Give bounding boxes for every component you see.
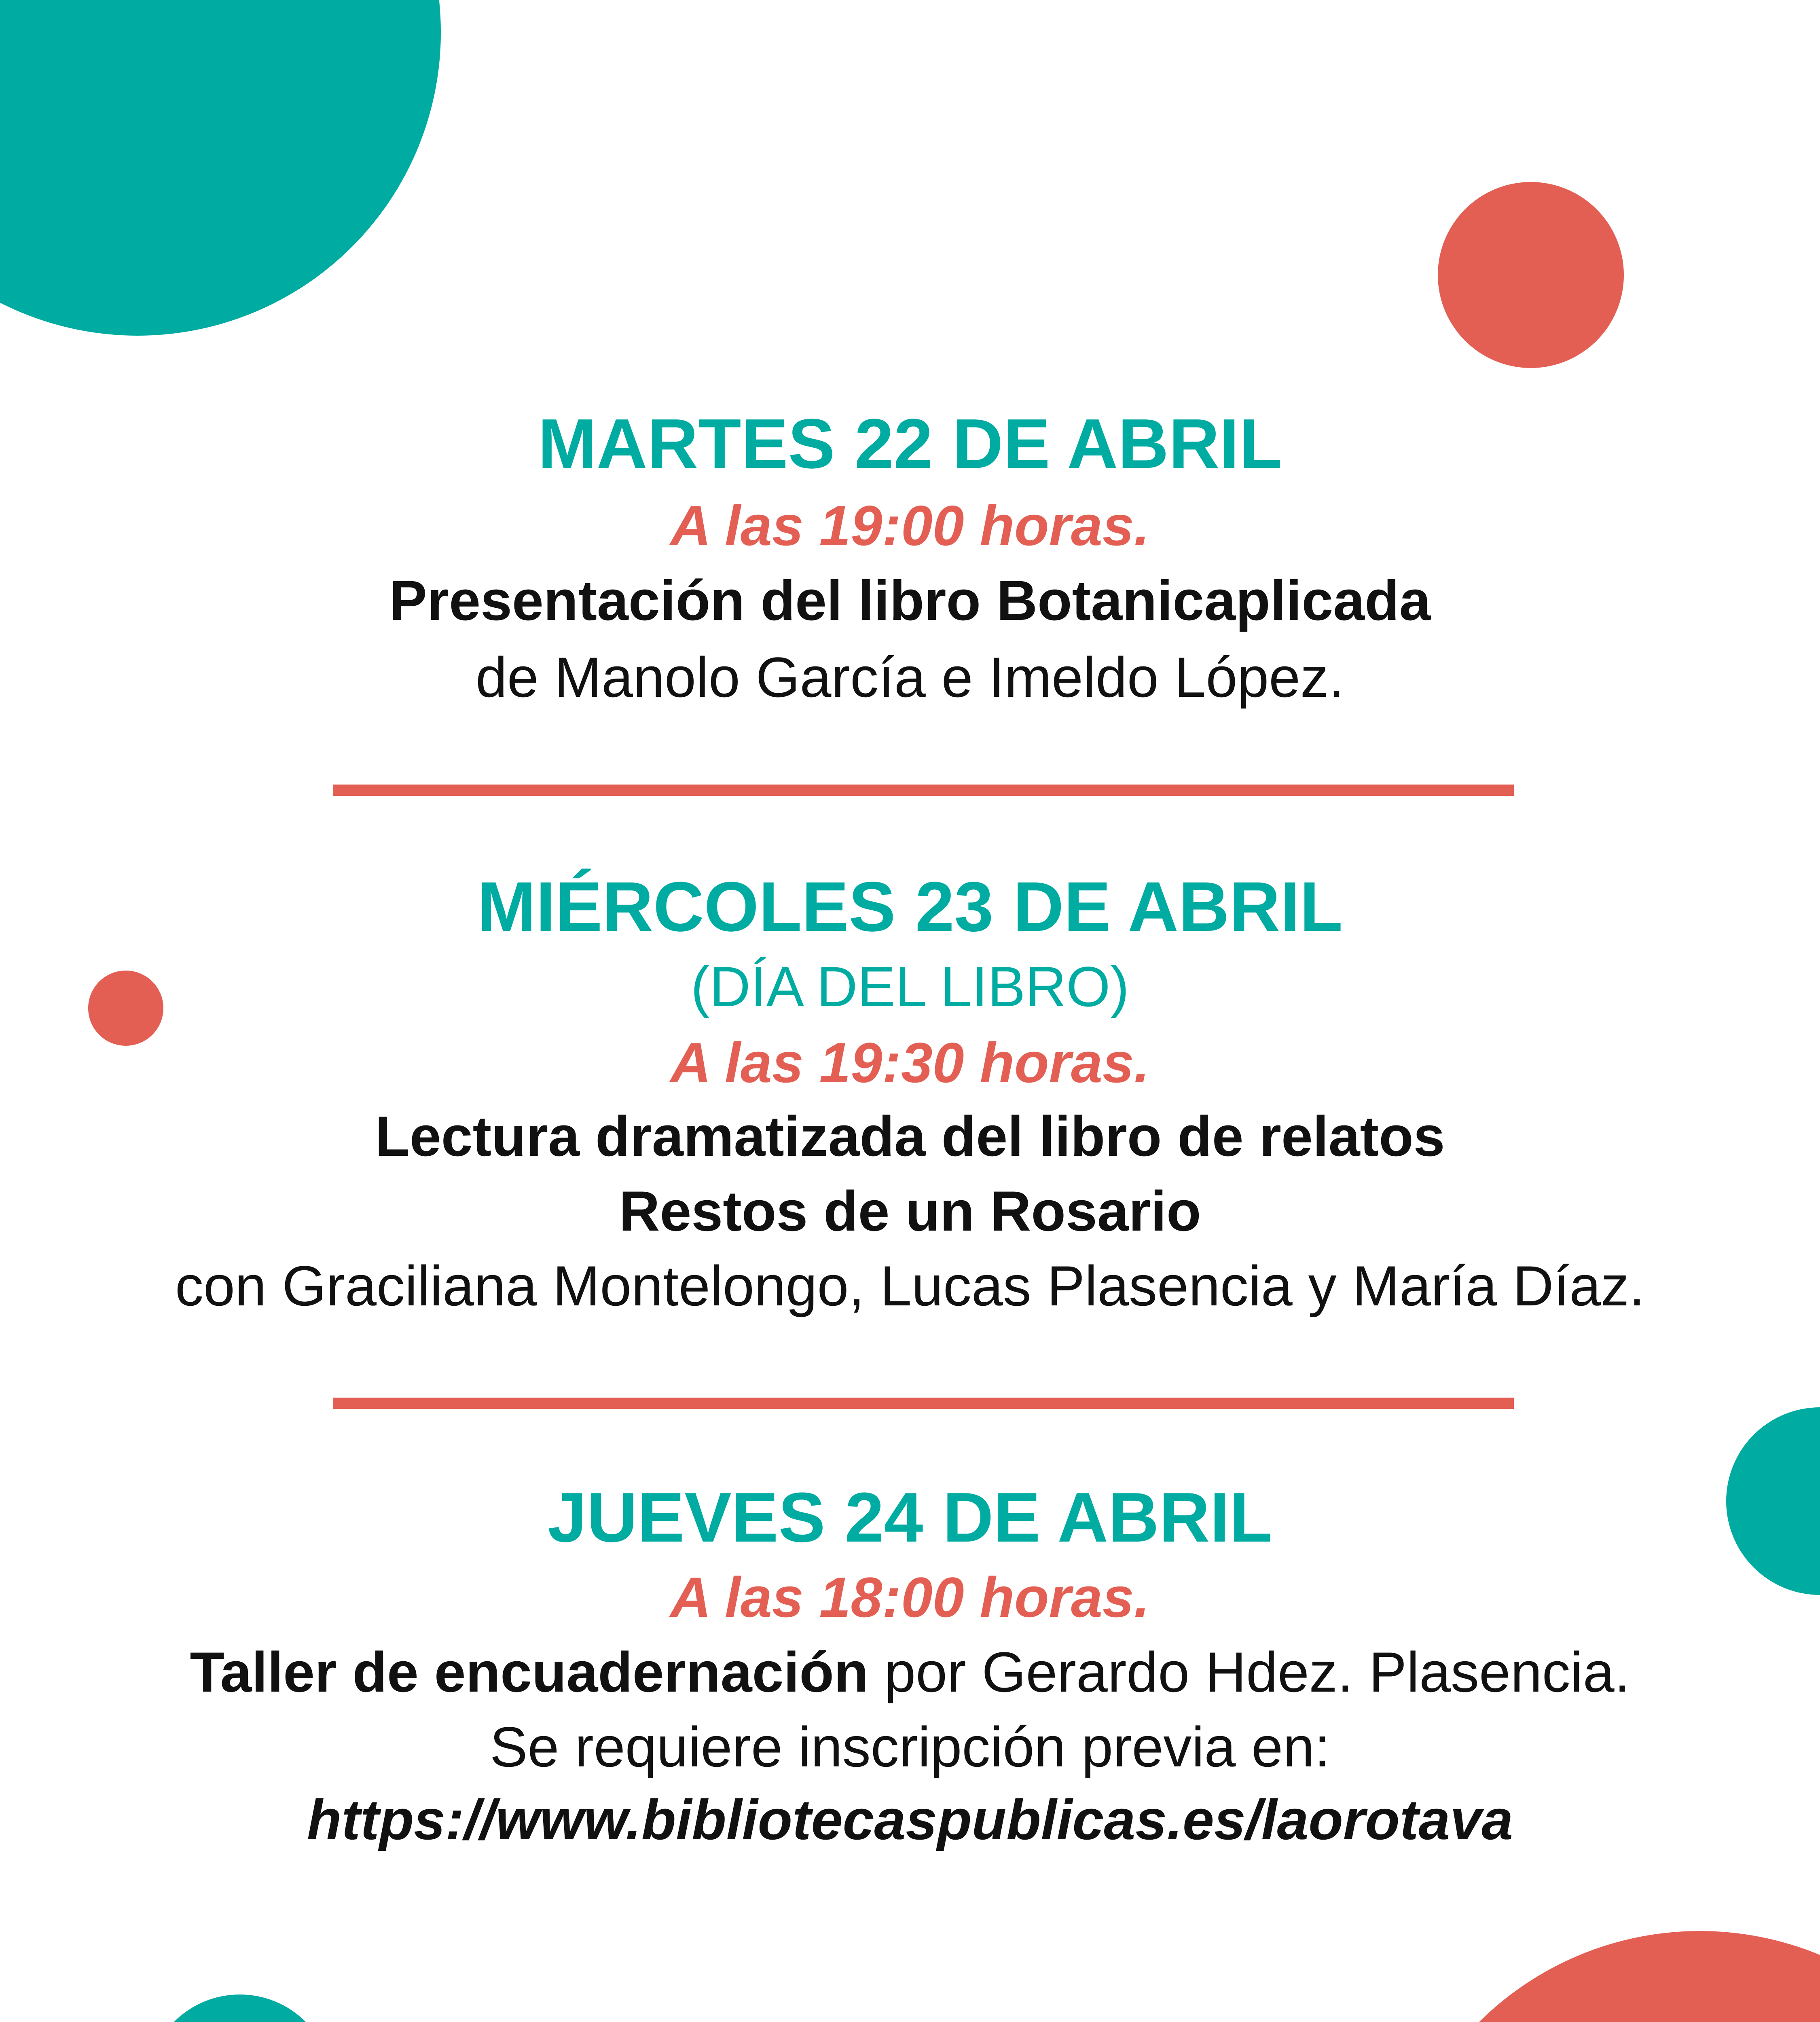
event-note: (DÍA DEL LIBRO)	[691, 955, 1129, 1018]
decorative-circle-coral	[1386, 1931, 1820, 2022]
event-detail: de Manolo García e Imeldo López.	[476, 645, 1344, 709]
decorative-circle-teal	[0, 0, 441, 336]
event-title-suffix: por Gerardo Hdez. Plasencia.	[868, 1640, 1630, 1704]
event-title-line1: Lectura dramatizada del libro de relatos	[375, 1104, 1445, 1168]
registration-url[interactable]: https://www.bibliotecaspublicas.es/laorotava	[307, 1788, 1513, 1851]
event-detail: con Graciliana Montelongo, Lucas Plasencia y María Díaz.	[175, 1254, 1645, 1318]
event-time: A las 19:30 horas.	[670, 1031, 1150, 1094]
event-title: Taller de encuadernación	[190, 1640, 869, 1704]
section-divider	[333, 1398, 1514, 1409]
event-title-line2: Restos de un Rosario	[619, 1179, 1201, 1243]
decorative-circle-coral	[1438, 182, 1624, 368]
event-day-heading: JUEVES 24 DE ABRIL	[547, 1478, 1273, 1557]
event-time: A las 18:00 horas.	[670, 1565, 1150, 1629]
event-day-heading: MIÉRCOLES 23 DE ABRIL	[477, 867, 1343, 946]
event-title-line	[61, 1640, 1759, 1704]
section-divider	[333, 785, 1514, 796]
event-day-heading: MARTES 22 DE ABRIL	[538, 404, 1282, 483]
registration-note: Se requiere inscripción previa en:	[490, 1715, 1330, 1779]
decorative-circle-teal	[147, 1995, 333, 2022]
event-title: Presentación del libro Botanicaplicada	[389, 569, 1431, 632]
event-time: A las 19:00 horas.	[670, 494, 1150, 557]
